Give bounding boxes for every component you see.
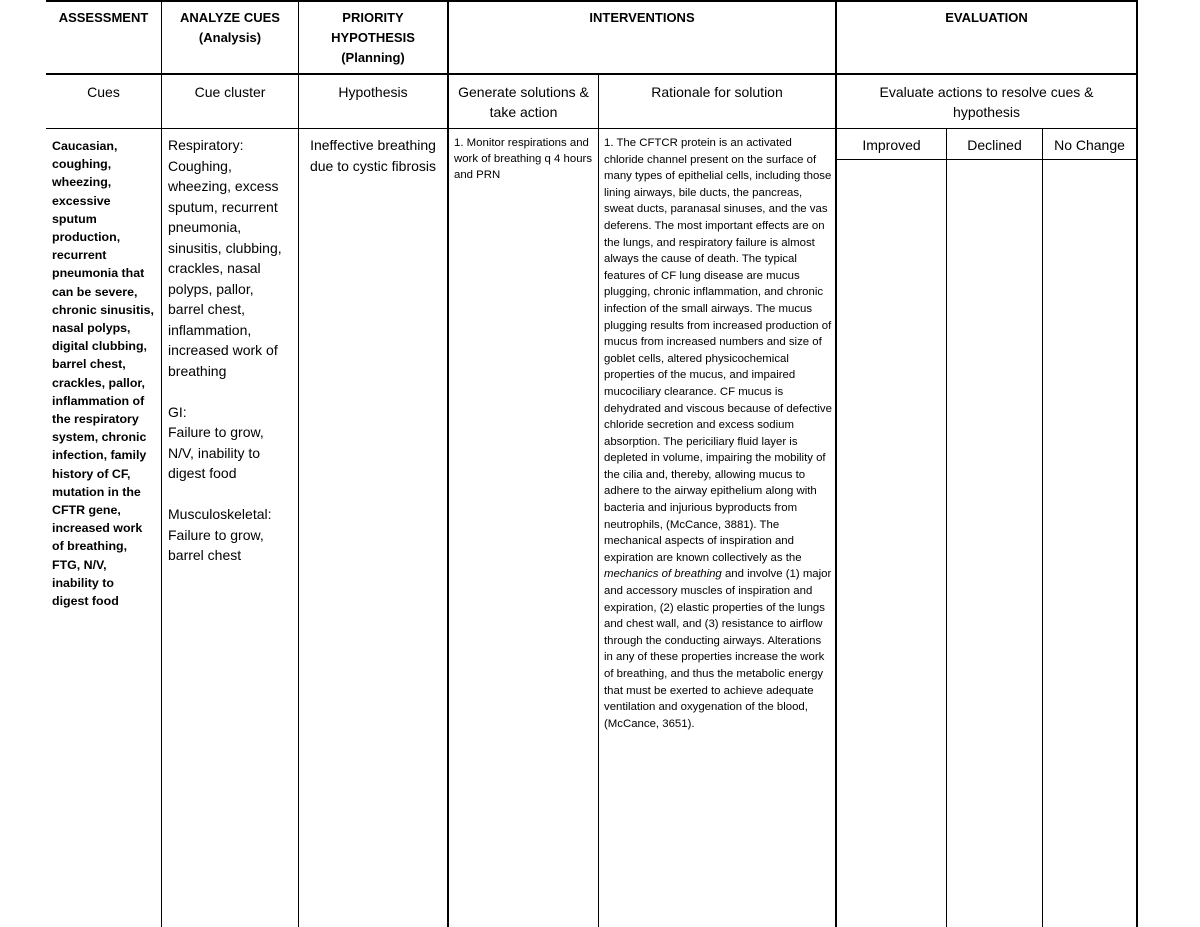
subheader-cue-cluster: Cue cluster	[194, 84, 266, 100]
rationale-text	[604, 135, 832, 732]
header-assessment: ASSESSMENT	[58, 10, 149, 25]
col-divider-2	[298, 0, 299, 927]
rationale-text-italic: mechanics of breathing	[604, 568, 722, 581]
cue-cluster-text: Respiratory: Coughing, wheezing, excess sputum, recurrent pneumonia, sinusitis, clubbing, crackles, nasal polyps, pallor, barrel chest, inflammation, increased work of breathing GI: Failure to grow, N/V, inability to digest food Musculoskeletal: Failure to grow, barrel chest	[168, 137, 282, 563]
subheader-generate-solutions: Generate solutions & take action	[458, 84, 589, 120]
table-border-right	[1136, 0, 1138, 927]
col-divider-7	[1042, 129, 1043, 927]
evaluation-divider	[836, 159, 1138, 160]
hypothesis-text: Ineffective breathing due to cystic fibrosis	[309, 137, 437, 174]
subheader-rationale: Rationale for solution	[651, 84, 783, 100]
col-divider-4	[598, 74, 599, 927]
evaluation-declined: Declined	[967, 137, 1022, 153]
col-divider-3	[447, 0, 449, 927]
subheader-hypothesis: Hypothesis	[338, 84, 408, 100]
rationale-text-part2: and involve (1) major and accessory muscles of inspiration and expiration, (2) elastic properties of the lungs and chest wall, and (3) resistance to airflow through the conducting airways. Alterations in any of these properties increase the work of breathing, and thus the metabolic energy that must be exerted to achieve adequate ventilation and oxygenation of the blood, (McCance, 3651).	[604, 568, 832, 730]
subheader-evaluate-actions: Evaluate actions to resolve cues & hypothesis	[879, 84, 1094, 120]
col-divider-1	[161, 0, 162, 927]
header-evaluation: EVALUATION	[945, 10, 1028, 25]
subheader-cues: Cues	[87, 84, 120, 100]
rationale-text-part1: 1. The CFTCR protein is an activated chloride channel present on the surface of many types of epithelial cells, including those lining airways, bile ducts, the pancreas, sweat ducts, paranasal sinuses, and the vas deferens. The most important effects are on the lungs, and respiratory failure is almost always the cause of death. The typical features of CF lung disease are mucus plugging, chronic inflammation, and chronic infection of the small airways. The mucus plugging results from increased production of mucus from increased numbers and size of goblet cells, altered physicochemical properties of the mucus, and impaired mucociliary clearance. CF mucus is dehydrated and viscous because of defective chloride secretion and excess sodium absorption. The periciliary fluid layer is depleted in volume, impairing the mobility of the cilia and, thereby, allowing mucus to adhere to the airway epithelium along with bacteria and injurious byproducts from neutrophils, (McCance, 3881). The mechanical aspects of inspiration and expiration are known collectively as the	[604, 137, 832, 564]
cues-text: Caucasian, coughing, wheezing, excessive sputum production, recurrent pneumonia that can be severe, chronic sinusitis, nasal polyps, digital clubbing, barrel chest, crackles, pallor, inflammation of the respiratory system, chronic infection, family history of CF, mutation in the CFTR gene, increased work of breathing, FTG, N/V, inability to digest food	[52, 139, 154, 609]
col-divider-6	[946, 129, 947, 927]
header-priority-hypothesis: PRIORITY HYPOTHESIS (Planning)	[331, 10, 415, 65]
header-divider	[46, 73, 1138, 75]
subheader-divider	[46, 128, 1138, 129]
header-interventions: INTERVENTIONS	[589, 10, 695, 25]
table-border-top	[46, 0, 1138, 2]
evaluation-no-change: No Change	[1054, 137, 1125, 153]
evaluation-improved: Improved	[862, 137, 921, 153]
header-analyze-cues: ANALYZE CUES (Analysis)	[180, 10, 280, 45]
action-text: 1. Monitor respirations and work of breathing q 4 hours and PRN	[454, 137, 593, 181]
